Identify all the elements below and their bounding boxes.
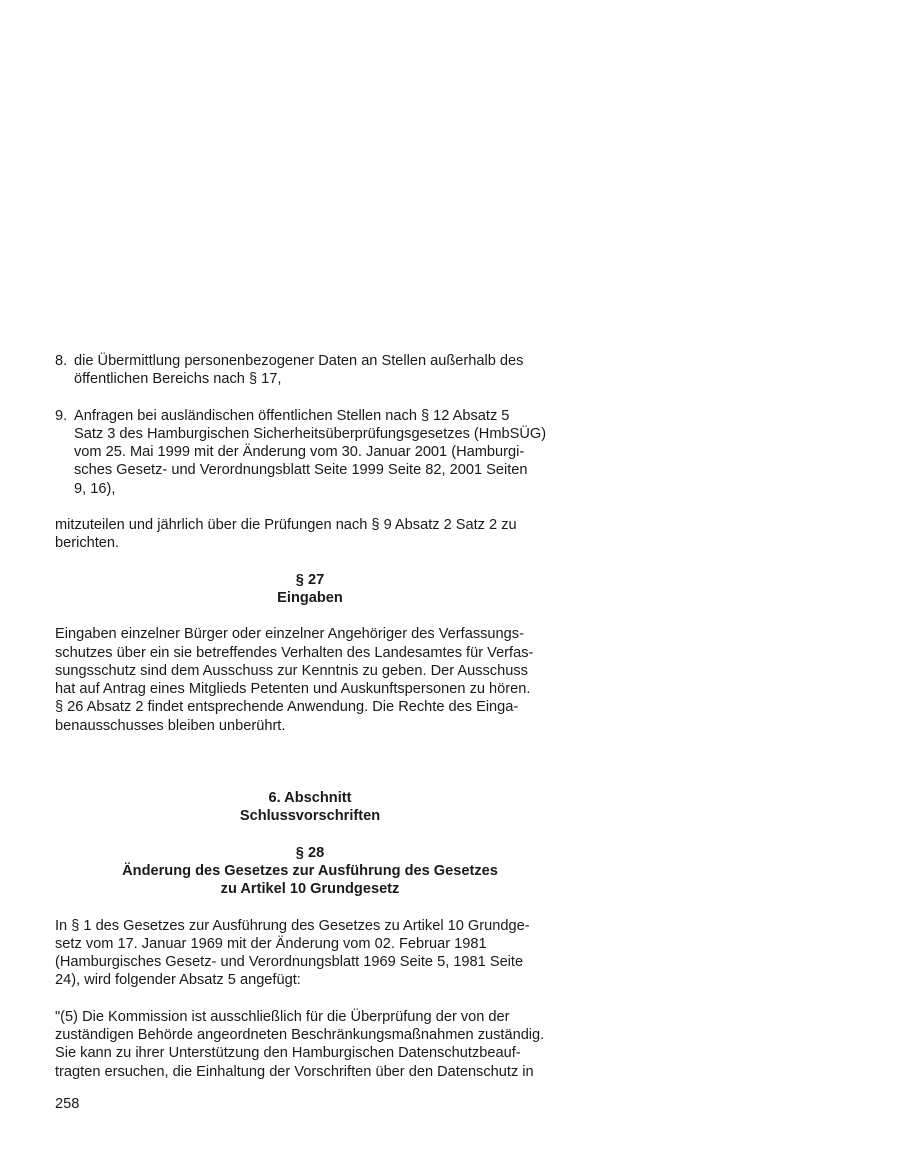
list-text-line: Satz 3 des Hamburgischen Sicherheitsüberprüfungsgesetzes (HmbSÜG) — [74, 425, 547, 442]
list-text-line: 9, 16), — [74, 480, 116, 497]
paragraph-line: In § 1 des Gesetzes zur Ausführung des Gesetzes zu Artikel 10 Grundge- — [55, 917, 530, 934]
paragraph-line: schutzes über ein sie betreffendes Verhalten des Landesamtes für Verfas- — [55, 644, 534, 661]
chapter-title: Schlussvorschriften — [239, 808, 381, 825]
list-number: 9. — [55, 407, 68, 424]
section-28-heading — [55, 844, 565, 899]
paragraph-line: benausschusses bleiben unberührt. — [55, 717, 286, 734]
section-title: Eingaben — [277, 589, 343, 606]
chapter-number: 6. Abschnitt — [268, 790, 352, 807]
list-text-line: vom 25. Mai 1999 mit der Änderung vom 30. Januar 2001 (Hamburgi- — [74, 444, 525, 461]
section-title: zu Artikel 10 Grundgesetz — [220, 881, 400, 898]
section-27-heading — [55, 571, 565, 608]
list-text-line: Anfragen bei ausländischen öffentlichen Stellen nach § 12 Absatz 5 — [74, 407, 510, 424]
paragraph-line: Eingaben einzelner Bürger oder einzelner Angehöriger des Verfassungs- — [55, 626, 524, 643]
document-page — [55, 352, 565, 1081]
chapter-6-heading — [55, 789, 565, 826]
list-number: 8. — [55, 353, 68, 369]
paragraph-line: sungsschutz sind dem Ausschuss zur Kenntnis zu geben. Der Ausschuss — [55, 662, 528, 679]
section-28-paragraph-2 — [55, 1008, 565, 1081]
paragraph-line: berichten. — [55, 535, 120, 552]
list-text-line: die Übermittlung personenbezogener Daten an Stellen außerhalb des — [74, 353, 524, 369]
section-28-paragraph-1 — [55, 917, 565, 990]
page-number: 258 — [55, 1096, 80, 1112]
section-number: § 27 — [295, 571, 325, 588]
paragraph-line: tragten ersuchen, die Einhaltung der Vorschriften über den Datenschutz in — [55, 1063, 534, 1080]
paragraph-line: Sie kann zu ihrer Unterstützung den Hamburgischen Datenschutzbeauf- — [55, 1045, 521, 1062]
paragraph-line: setz vom 17. Januar 1969 mit der Änderung vom 02. Februar 1981 — [55, 935, 487, 952]
list-text-line: öffentlichen Bereichs nach § 17, — [74, 371, 282, 388]
paragraph-line: "(5) Die Kommission ist ausschließlich für die Überprüfung der von der — [55, 1008, 510, 1025]
paragraph-line: zuständigen Behörde angeordneten Beschränkungsmaßnahmen zuständig. — [55, 1027, 545, 1044]
paragraph-line: § 26 Absatz 2 findet entsprechende Anwendung. Die Rechte des Einga- — [55, 699, 519, 716]
list-text-line: sches Gesetz- und Verordnungsblatt Seite 1999 Seite 82, 2001 Seiten — [74, 462, 528, 479]
list-item-8 — [55, 352, 565, 389]
paragraph-line: (Hamburgisches Gesetz- und Verordnungsblatt 1969 Seite 5, 1981 Seite — [55, 954, 524, 971]
section-title: Änderung des Gesetzes zur Ausführung des Gesetzes — [122, 862, 498, 879]
section-number: § 28 — [295, 844, 325, 861]
closing-paragraph — [55, 516, 565, 553]
paragraph-line: 24), wird folgender Absatz 5 angefügt: — [55, 972, 301, 989]
section-27-paragraph — [55, 625, 565, 735]
paragraph-line: hat auf Antrag eines Mitglieds Petenten und Auskunftspersonen zu hören. — [55, 681, 531, 698]
list-item-9 — [55, 407, 565, 498]
paragraph-line: mitzuteilen und jährlich über die Prüfungen nach § 9 Absatz 2 Satz 2 zu — [55, 517, 517, 534]
